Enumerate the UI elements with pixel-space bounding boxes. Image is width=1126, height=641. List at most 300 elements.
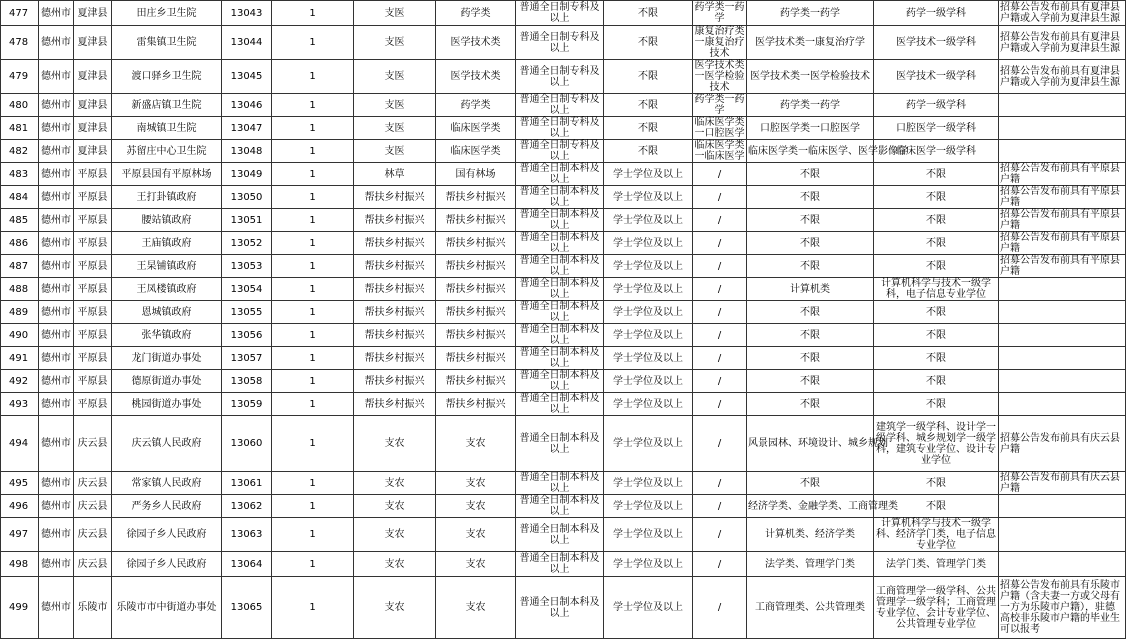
cell-major-bachelor: 计算机类 [747, 278, 874, 301]
cell-major-bachelor: 工商管理类、公共管理类 [747, 577, 874, 639]
cell-degree: 学士学位及以上 [604, 552, 693, 577]
cell-num: 1 [272, 140, 354, 163]
cell-type: 支农 [354, 552, 436, 577]
cell-note [999, 518, 1126, 552]
cell-education: 普通全日制本科及以上 [516, 324, 604, 347]
cell-category: 帮扶乡村振兴 [436, 324, 516, 347]
cell-no: 477 [1, 1, 39, 26]
cell-no: 491 [1, 347, 39, 370]
cell-degree: 学士学位及以上 [604, 255, 693, 278]
cell-education: 普通全日制本科及以上 [516, 232, 604, 255]
cell-code: 13057 [222, 347, 272, 370]
cell-city: 德州市 [39, 186, 74, 209]
cell-code: 13064 [222, 552, 272, 577]
table-row [1, 347, 1126, 370]
table-row [1, 416, 1126, 472]
cell-major-bachelor: 口腔医学类一口腔医学 [747, 117, 874, 140]
cell-note [999, 140, 1126, 163]
cell-major-graduate: 不限 [874, 393, 999, 416]
cell-major-graduate: 不限 [874, 324, 999, 347]
cell-major-junior-college: / [693, 495, 747, 518]
cell-num: 1 [272, 1, 354, 26]
cell-major-junior-college: / [693, 301, 747, 324]
cell-major-graduate: 计算机科学与技术一级学科，电子信息专业学位 [874, 278, 999, 301]
cell-code: 13046 [222, 94, 272, 117]
cell-category: 支农 [436, 495, 516, 518]
cell-num: 1 [272, 324, 354, 347]
cell-code: 13055 [222, 301, 272, 324]
cell-major-bachelor: 法学类、管理学门类 [747, 552, 874, 577]
cell-unit: 平原县国有平原林场 [112, 163, 222, 186]
cell-note: 招募公告发布前具有平原县户籍 [999, 209, 1126, 232]
cell-degree: 学士学位及以上 [604, 370, 693, 393]
cell-unit: 新盛店镇卫生院 [112, 94, 222, 117]
table-row [1, 94, 1126, 117]
cell-unit: 王庙镇政府 [112, 232, 222, 255]
cell-education: 普通全日制本科及以上 [516, 301, 604, 324]
cell-num: 1 [272, 552, 354, 577]
cell-category: 支农 [436, 472, 516, 495]
cell-degree: 学士学位及以上 [604, 495, 693, 518]
cell-type: 帮扶乡村振兴 [354, 393, 436, 416]
cell-category: 帮扶乡村振兴 [436, 209, 516, 232]
cell-note: 招募公告发布前具有平原县户籍 [999, 255, 1126, 278]
cell-major-graduate: 计算机科学与技术一级学科、经济学门类，电子信息专业学位 [874, 518, 999, 552]
cell-num: 1 [272, 278, 354, 301]
cell-type: 支医 [354, 1, 436, 26]
cell-major-bachelor: 不限 [747, 209, 874, 232]
cell-major-junior-college: / [693, 324, 747, 347]
cell-type: 帮扶乡村振兴 [354, 324, 436, 347]
cell-county: 平原县 [74, 232, 112, 255]
table-row [1, 232, 1126, 255]
cell-category: 医学技术类 [436, 60, 516, 94]
table-row [1, 140, 1126, 163]
cell-unit: 王打卦镇政府 [112, 186, 222, 209]
cell-note [999, 278, 1126, 301]
cell-unit: 王凤楼镇政府 [112, 278, 222, 301]
cell-category: 医学技术类 [436, 26, 516, 60]
cell-county: 平原县 [74, 301, 112, 324]
cell-code: 13050 [222, 186, 272, 209]
cell-major-graduate: 医学技术一级学科 [874, 26, 999, 60]
cell-code: 13043 [222, 1, 272, 26]
cell-unit: 恩城镇政府 [112, 301, 222, 324]
cell-degree: 学士学位及以上 [604, 577, 693, 639]
cell-note [999, 552, 1126, 577]
cell-no: 480 [1, 94, 39, 117]
cell-category: 帮扶乡村振兴 [436, 393, 516, 416]
cell-major-junior-college: / [693, 163, 747, 186]
cell-education: 普通全日制本科及以上 [516, 209, 604, 232]
cell-no: 483 [1, 163, 39, 186]
cell-major-graduate: 不限 [874, 370, 999, 393]
cell-num: 1 [272, 472, 354, 495]
cell-major-junior-college: / [693, 209, 747, 232]
cell-num: 1 [272, 495, 354, 518]
table-row [1, 26, 1126, 60]
cell-major-bachelor: 不限 [747, 347, 874, 370]
cell-city: 德州市 [39, 255, 74, 278]
cell-major-bachelor: 医学技术类一医学检验技术 [747, 60, 874, 94]
cell-city: 德州市 [39, 232, 74, 255]
cell-num: 1 [272, 60, 354, 94]
cell-city: 德州市 [39, 495, 74, 518]
table-row [1, 552, 1126, 577]
cell-no: 482 [1, 140, 39, 163]
cell-no: 496 [1, 495, 39, 518]
cell-major-bachelor: 医学技术类一康复治疗学 [747, 26, 874, 60]
cell-major-junior-college: 药学类一药学 [694, 94, 745, 116]
cell-degree: 不限 [604, 1, 693, 26]
cell-major-bachelor: 药学类一药学 [747, 1, 874, 26]
cell-major-graduate: 临床医学一级学科 [874, 140, 999, 163]
cell-code: 13061 [222, 472, 272, 495]
cell-note [999, 94, 1126, 117]
table-row [1, 278, 1126, 301]
cell-type: 支医 [354, 60, 436, 94]
cell-county: 夏津县 [74, 1, 112, 26]
cell-degree: 学士学位及以上 [604, 163, 693, 186]
cell-education: 普通全日制本科及以上 [516, 577, 604, 639]
cell-code: 13044 [222, 26, 272, 60]
cell-code: 13058 [222, 370, 272, 393]
cell-degree: 学士学位及以上 [604, 186, 693, 209]
cell-unit: 腰站镇政府 [112, 209, 222, 232]
cell-unit: 常家镇人民政府 [112, 472, 222, 495]
cell-county: 平原县 [74, 163, 112, 186]
cell-degree: 学士学位及以上 [604, 278, 693, 301]
cell-type: 帮扶乡村振兴 [354, 232, 436, 255]
cell-city: 德州市 [39, 140, 74, 163]
cell-category: 帮扶乡村振兴 [436, 232, 516, 255]
cell-major-junior-college: / [693, 347, 747, 370]
cell-degree: 学士学位及以上 [604, 347, 693, 370]
table-row [1, 301, 1126, 324]
cell-note [999, 393, 1126, 416]
cell-category: 国有林场 [436, 163, 516, 186]
cell-note: 招募公告发布前具有平原县户籍 [999, 163, 1126, 186]
cell-major-graduate: 药学一级学科 [874, 94, 999, 117]
cell-unit: 苏留庄中心卫生院 [112, 140, 222, 163]
cell-no: 481 [1, 117, 39, 140]
cell-major-bachelor: 不限 [747, 324, 874, 347]
cell-no: 486 [1, 232, 39, 255]
cell-city: 德州市 [39, 518, 74, 552]
cell-type: 支农 [354, 416, 436, 472]
cell-note [999, 324, 1126, 347]
table-row [1, 255, 1126, 278]
cell-degree: 学士学位及以上 [604, 232, 693, 255]
cell-unit: 德原街道办事处 [112, 370, 222, 393]
cell-code: 13054 [222, 278, 272, 301]
cell-type: 帮扶乡村振兴 [354, 209, 436, 232]
cell-category: 帮扶乡村振兴 [436, 347, 516, 370]
cell-city: 德州市 [39, 301, 74, 324]
cell-education: 普通全日制本科及以上 [516, 163, 604, 186]
cell-major-junior-college: 康复治疗类一康复治疗技术 [694, 26, 745, 59]
cell-note: 招募公告发布前具有庆云县户籍 [999, 416, 1126, 472]
cell-county: 夏津县 [74, 94, 112, 117]
cell-county: 庆云县 [74, 552, 112, 577]
cell-type: 支农 [354, 518, 436, 552]
cell-note [999, 117, 1126, 140]
cell-code: 13063 [222, 518, 272, 552]
cell-type: 帮扶乡村振兴 [354, 301, 436, 324]
cell-city: 德州市 [39, 117, 74, 140]
cell-county: 夏津县 [74, 140, 112, 163]
cell-education: 普通全日制本科及以上 [516, 518, 604, 552]
cell-county: 庆云县 [74, 416, 112, 472]
cell-education: 普通全日制本科及以上 [516, 472, 604, 495]
cell-no: 492 [1, 370, 39, 393]
cell-degree: 不限 [604, 140, 693, 163]
cell-code: 13047 [222, 117, 272, 140]
cell-city: 德州市 [39, 324, 74, 347]
cell-code: 13049 [222, 163, 272, 186]
cell-type: 支农 [354, 472, 436, 495]
cell-degree: 不限 [604, 60, 693, 94]
cell-major-bachelor: 不限 [747, 393, 874, 416]
table-row [1, 209, 1126, 232]
cell-num: 1 [272, 163, 354, 186]
cell-unit: 桃园街道办事处 [112, 393, 222, 416]
cell-degree: 学士学位及以上 [604, 472, 693, 495]
cell-no: 489 [1, 301, 39, 324]
cell-major-graduate: 不限 [874, 495, 999, 518]
cell-no: 495 [1, 472, 39, 495]
cell-county: 庆云县 [74, 495, 112, 518]
cell-city: 德州市 [39, 393, 74, 416]
table-row [1, 393, 1126, 416]
cell-no: 478 [1, 26, 39, 60]
cell-major-graduate: 口腔医学一级学科 [874, 117, 999, 140]
cell-major-bachelor: 经济学类、金融学类、工商管理类 [747, 495, 874, 518]
cell-num: 1 [272, 301, 354, 324]
cell-note [999, 347, 1126, 370]
cell-num: 1 [272, 347, 354, 370]
cell-major-graduate: 不限 [874, 472, 999, 495]
cell-note [999, 370, 1126, 393]
cell-note: 招募公告发布前具有乐陵市户籍（含夫妻一方或父母有一方为乐陵市户籍），驻德高校非乐陵市户籍的毕业生可以报考 [999, 577, 1126, 639]
cell-city: 德州市 [39, 577, 74, 639]
cell-city: 德州市 [39, 1, 74, 26]
cell-category: 支农 [436, 577, 516, 639]
cell-major-junior-college: / [693, 577, 747, 639]
table-row [1, 117, 1126, 140]
cell-num: 1 [272, 393, 354, 416]
cell-major-bachelor: 不限 [747, 163, 874, 186]
cell-major-bachelor: 计算机类、经济学类 [747, 518, 874, 552]
cell-no: 484 [1, 186, 39, 209]
cell-unit: 田庄乡卫生院 [112, 1, 222, 26]
cell-county: 平原县 [74, 255, 112, 278]
cell-unit: 雷集镇卫生院 [112, 26, 222, 60]
cell-code: 13060 [222, 416, 272, 472]
cell-degree: 不限 [604, 94, 693, 117]
cell-major-junior-college: / [693, 552, 747, 577]
cell-unit: 庆云镇人民政府 [112, 416, 222, 472]
cell-unit: 徐园子乡人民政府 [112, 518, 222, 552]
cell-no: 493 [1, 393, 39, 416]
cell-type: 支医 [354, 140, 436, 163]
cell-code: 13059 [222, 393, 272, 416]
cell-major-graduate: 医学技术一级学科 [874, 60, 999, 94]
cell-note: 招募公告发布前具有夏津县户籍或入学前为夏津县生源 [999, 26, 1126, 60]
cell-education: 普通全日制本科及以上 [516, 393, 604, 416]
cell-county: 平原县 [74, 186, 112, 209]
cell-num: 1 [272, 26, 354, 60]
cell-no: 497 [1, 518, 39, 552]
cell-major-graduate: 不限 [874, 209, 999, 232]
cell-no: 488 [1, 278, 39, 301]
cell-major-bachelor: 药学类一药学 [747, 94, 874, 117]
cell-education: 普通全日制专科及以上 [516, 117, 604, 140]
cell-county: 夏津县 [74, 26, 112, 60]
cell-county: 夏津县 [74, 60, 112, 94]
cell-no: 485 [1, 209, 39, 232]
cell-degree: 学士学位及以上 [604, 324, 693, 347]
cell-category: 帮扶乡村振兴 [436, 370, 516, 393]
cell-county: 平原县 [74, 347, 112, 370]
cell-category: 药学类 [436, 94, 516, 117]
cell-major-bachelor: 不限 [747, 186, 874, 209]
cell-major-junior-college: / [693, 393, 747, 416]
cell-num: 1 [272, 186, 354, 209]
cell-num: 1 [272, 518, 354, 552]
cell-major-junior-college: / [693, 232, 747, 255]
cell-code: 13056 [222, 324, 272, 347]
cell-major-junior-college: 临床医学类一口腔医学 [694, 117, 745, 139]
cell-county: 平原县 [74, 278, 112, 301]
table-row [1, 186, 1126, 209]
cell-city: 德州市 [39, 94, 74, 117]
cell-major-bachelor: 不限 [747, 255, 874, 278]
table-row [1, 324, 1126, 347]
cell-education: 普通全日制专科及以上 [516, 26, 604, 60]
cell-no: 479 [1, 60, 39, 94]
cell-major-junior-college: / [693, 472, 747, 495]
cell-county: 平原县 [74, 324, 112, 347]
cell-type: 帮扶乡村振兴 [354, 370, 436, 393]
cell-county: 夏津县 [74, 117, 112, 140]
cell-code: 13065 [222, 577, 272, 639]
cell-major-graduate: 不限 [874, 255, 999, 278]
cell-major-junior-college: / [693, 416, 747, 472]
cell-note: 招募公告发布前具有夏津县户籍或入学前为夏津县生源 [999, 60, 1126, 94]
cell-category: 帮扶乡村振兴 [436, 278, 516, 301]
cell-no: 490 [1, 324, 39, 347]
cell-city: 德州市 [39, 416, 74, 472]
cell-unit: 乐陵市市中街道办事处 [112, 577, 222, 639]
cell-major-graduate: 建筑学一级学科、设计学一级学科、城乡规划学一级学科，建筑专业学位、设计专业学位 [874, 416, 999, 472]
cell-county: 平原县 [74, 370, 112, 393]
cell-num: 1 [272, 232, 354, 255]
cell-city: 德州市 [39, 163, 74, 186]
cell-num: 1 [272, 577, 354, 639]
cell-type: 支医 [354, 94, 436, 117]
cell-type: 支医 [354, 117, 436, 140]
cell-type: 帮扶乡村振兴 [354, 186, 436, 209]
cell-code: 13048 [222, 140, 272, 163]
cell-major-junior-college: / [693, 518, 747, 552]
cell-category: 支农 [436, 518, 516, 552]
cell-degree: 学士学位及以上 [604, 393, 693, 416]
cell-major-junior-college: 药学类一药学 [694, 2, 745, 24]
cell-category: 帮扶乡村振兴 [436, 301, 516, 324]
table-row [1, 518, 1126, 552]
cell-num: 1 [272, 94, 354, 117]
cell-degree: 不限 [604, 117, 693, 140]
cell-category: 帮扶乡村振兴 [436, 186, 516, 209]
cell-type: 支医 [354, 26, 436, 60]
cell-unit: 南城镇卫生院 [112, 117, 222, 140]
cell-unit: 渡口驿乡卫生院 [112, 60, 222, 94]
cell-major-graduate: 药学一级学科 [874, 1, 999, 26]
cell-code: 13052 [222, 232, 272, 255]
cell-major-bachelor: 不限 [747, 301, 874, 324]
cell-unit: 龙门街道办事处 [112, 347, 222, 370]
cell-major-bachelor: 不限 [747, 370, 874, 393]
cell-major-graduate: 不限 [874, 301, 999, 324]
cell-education: 普通全日制本科及以上 [516, 347, 604, 370]
cell-city: 德州市 [39, 347, 74, 370]
table-row [1, 495, 1126, 518]
cell-education: 普通全日制本科及以上 [516, 278, 604, 301]
cell-education: 普通全日制本科及以上 [516, 186, 604, 209]
cell-type: 支农 [354, 577, 436, 639]
cell-county: 平原县 [74, 209, 112, 232]
cell-county: 乐陵市 [74, 577, 112, 639]
cell-major-bachelor: 风景园林、环境设计、城乡规划 [747, 416, 874, 472]
cell-unit: 严务乡人民政府 [112, 495, 222, 518]
cell-education: 普通全日制本科及以上 [516, 370, 604, 393]
cell-education: 普通全日制专科及以上 [516, 94, 604, 117]
cell-no: 487 [1, 255, 39, 278]
cell-major-graduate: 不限 [874, 232, 999, 255]
cell-education: 普通全日制专科及以上 [516, 140, 604, 163]
cell-education: 普通全日制本科及以上 [516, 416, 604, 472]
cell-education: 普通全日制本科及以上 [516, 552, 604, 577]
cell-code: 13062 [222, 495, 272, 518]
cell-no: 499 [1, 577, 39, 639]
cell-category: 临床医学类 [436, 140, 516, 163]
cell-major-junior-college: / [693, 278, 747, 301]
cell-degree: 学士学位及以上 [604, 301, 693, 324]
cell-major-graduate: 法学门类、管理学门类 [874, 552, 999, 577]
table-row [1, 1, 1126, 26]
cell-major-graduate: 工商管理学一级学科、公共管理学一级学科；工商管理专业学位、会计专业学位、公共管理专业学位 [874, 577, 999, 639]
cell-code: 13053 [222, 255, 272, 278]
cell-category: 支农 [436, 416, 516, 472]
cell-degree: 学士学位及以上 [604, 416, 693, 472]
cell-city: 德州市 [39, 209, 74, 232]
cell-education: 普通全日制本科及以上 [516, 255, 604, 278]
cell-note: 招募公告发布前具有平原县户籍 [999, 186, 1126, 209]
cell-code: 13045 [222, 60, 272, 94]
cell-type: 帮扶乡村振兴 [354, 255, 436, 278]
table-row [1, 472, 1126, 495]
cell-major-graduate: 不限 [874, 163, 999, 186]
cell-city: 德州市 [39, 552, 74, 577]
cell-num: 1 [272, 370, 354, 393]
cell-major-graduate: 不限 [874, 186, 999, 209]
cell-category: 支农 [436, 552, 516, 577]
table-row [1, 60, 1126, 94]
cell-category: 临床医学类 [436, 117, 516, 140]
cell-county: 庆云县 [74, 518, 112, 552]
cell-note [999, 301, 1126, 324]
